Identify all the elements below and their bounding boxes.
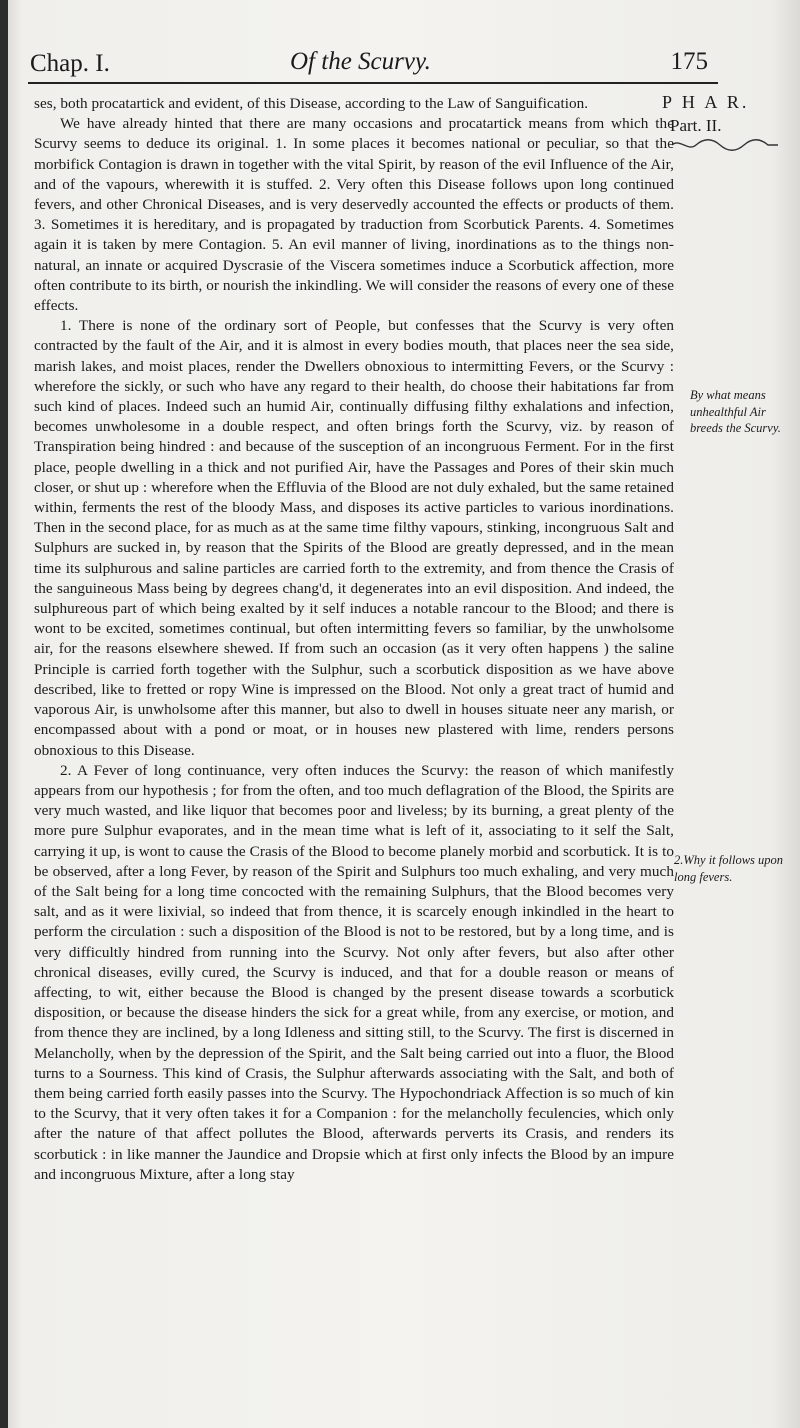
flourish-ornament — [670, 138, 780, 152]
running-title: Of the Scurvy. — [290, 48, 431, 75]
paragraph-fever: 2. A Fever of long continuance, very often induces the Scurvy: the reason of which manifestly appears from our hypothesis ; for from the often, and too much deflagration of the Blood, the Spirits are very much wasted, and like liquor that becomes poor and liveless; by its burning, a great plenty of the more pure Sulphur evaporates, and in the mean time what is left of it, associating to it self the Salt, carrying it up, is wont to cause the Crasis of the Blood to become planely morbid and scorbutick. It is to be observed, after a long Fever, by reason of the Spirit and Sulphurs too much exhaling, and very much of the Salt being for a long time concocted with the remaining Sulphurs, that the Blood becomes very salt, and as it were lixivial, so indeed that from thence, it is scarcely enough inkindled in the heart to perform the circulation : such a disposition of the Blood is not to be restored, but by a long time, and is very difficultly hindred from running into the Scurvy. Not only after fevers, but also after other chronical diseases, evilly cured, the Scurvy is induced, and that for a double reason or means of affecting, to wit, either because the Blood is changed by the present disease towards a scorbutick disposition, or because the disease hinders the sick for a great while, from any exercise, or motion, and from thence they are inclined, by a long Idleness and sitting still, to the Scurvy. The first is discerned in Melancholly, when by the depression of the Spirit, and the Salt being carried out into a fluor, the Blood turns to a Sourness. This kind of Crasis, the Sulphur afterwards associating with the Salt, and both of them being carried forth easily passes into the Scurvy. The Hypochondriack Affection is so much of kin to the Scurvy, that it very often takes it for a Companion : for the melancholly feculencies, which only after the nature of that affect pollutes the Blood, afterwards perverts its Crasis, and renders its scorbutick : in like manner the Jaundice and Dropsie which at first only infects the Blood by an impure and incongruous Mixture, after a long stay — [34, 761, 674, 1183]
margin-part-number: Part. II. — [670, 116, 722, 135]
paragraph-air: 1. There is none of the ordinary sort of People, but confesses that the Scurvy is very often contracted by the fault of the Air, and it is almost in every bodies mouth, that places neer the sea side, marish lakes, and moist places, render the Dwellers obnoxious to intermitting Fevers, or the Scurvy : wherefore the sickly, or such who have any regard to their health, do choose their habitations far from such kind of places. Indeed such an humid Air, continually diffusing filthy exhalations and infection, becomes unwholesome in a double respect, and often brings forth the Scurvy, viz. by reason of Transpiration being hindred : and because of the susception of an incongruous Ferment. For in the first place, people dwelling in a thick and not purified Air, have the Passages and Pores of their skin much closer, or shut up : wherefore when the Effluvia of the Blood are not duly exhaled, but the same retained within, ferments the rest of the bloody Mass, and disposes its active particles to various inordinations. Then in the second place, for as much as at the same time filthy vapours, stinking, incongruous Salt and Sulphurs are sucked in, by reason that the Spirits of the Blood are greatly depressed, and in the mean time its sulphurous and saline particles are carried forth to the extremity, and from thence the Crasis of the sanguineous Mass being by degrees chang'd, it degenerates into an evil disposition. And indeed, the sulphureous part of which being exalted by it self induces a notable rancour to the Blood; and there is wont to be excited, sometimes continual, but often intermitting fevers so familiar, by the unwholsome air, for the reasons elsewhere shewed. If from such an occasion (as it very often happens ) the saline Principle is carried forth together with the Sulphur, such a scorbutick disposition as we have above described, like to fretted or ropy Wine is impressed on the Blood. Not only a great tract of humid and vaporous Air, is unwholsome after this manner, but also to dwell in houses situate neer any marish, or encompassed about with a pond or moat, or in houses new plastered with lime, renders persons obnoxious to this Disease. — [34, 317, 674, 759]
running-header — [28, 46, 718, 88]
side-note-fevers: 2.Why it follows upon long fevers. — [674, 853, 784, 884]
binding-edge — [0, 0, 8, 1428]
body-text — [34, 94, 674, 1185]
header-rule — [28, 82, 718, 84]
side-note-air: By what means unhealthful Air breeds the Scurvy. — [690, 388, 781, 435]
chapter-label: Chap. I. — [30, 50, 110, 77]
margin-phar: P H A R. — [662, 92, 750, 112]
page-number: 175 — [670, 48, 708, 75]
paragraph-continuation: ses, both procatartick and evident, of this Disease, according to the Law of Sanguification. — [34, 95, 589, 112]
paragraph-occasions: We have already hinted that there are many occasions and procatartick means from which the Scurvy seems to deduce its original. 1. In some places it becomes national or peculiar, so that the morbifick Contagion is drawn in together with the vital Spirit, by reason of the evil Influence of the Air, and of the vapours, wherewith it is stuffed. 2. Very often this Disease follows upon long continued fevers, and other Chronical Diseases, and is very deservedly accounted the effects or products of them. 3. Sometimes it is hereditary, and is propagated by traduction from Scorbutick Parents. 4. Sometimes again it is taken by mere Contagion. 5. An evil manner of living, inordinations as to the things non-natural, an innate or acquired Dyscrasie of the Viscera sometimes induce a Scorbutick affection, more often contribute to its birth, or nourish the inkindling. We will consider the reasons of every one of these effects. — [34, 115, 674, 315]
